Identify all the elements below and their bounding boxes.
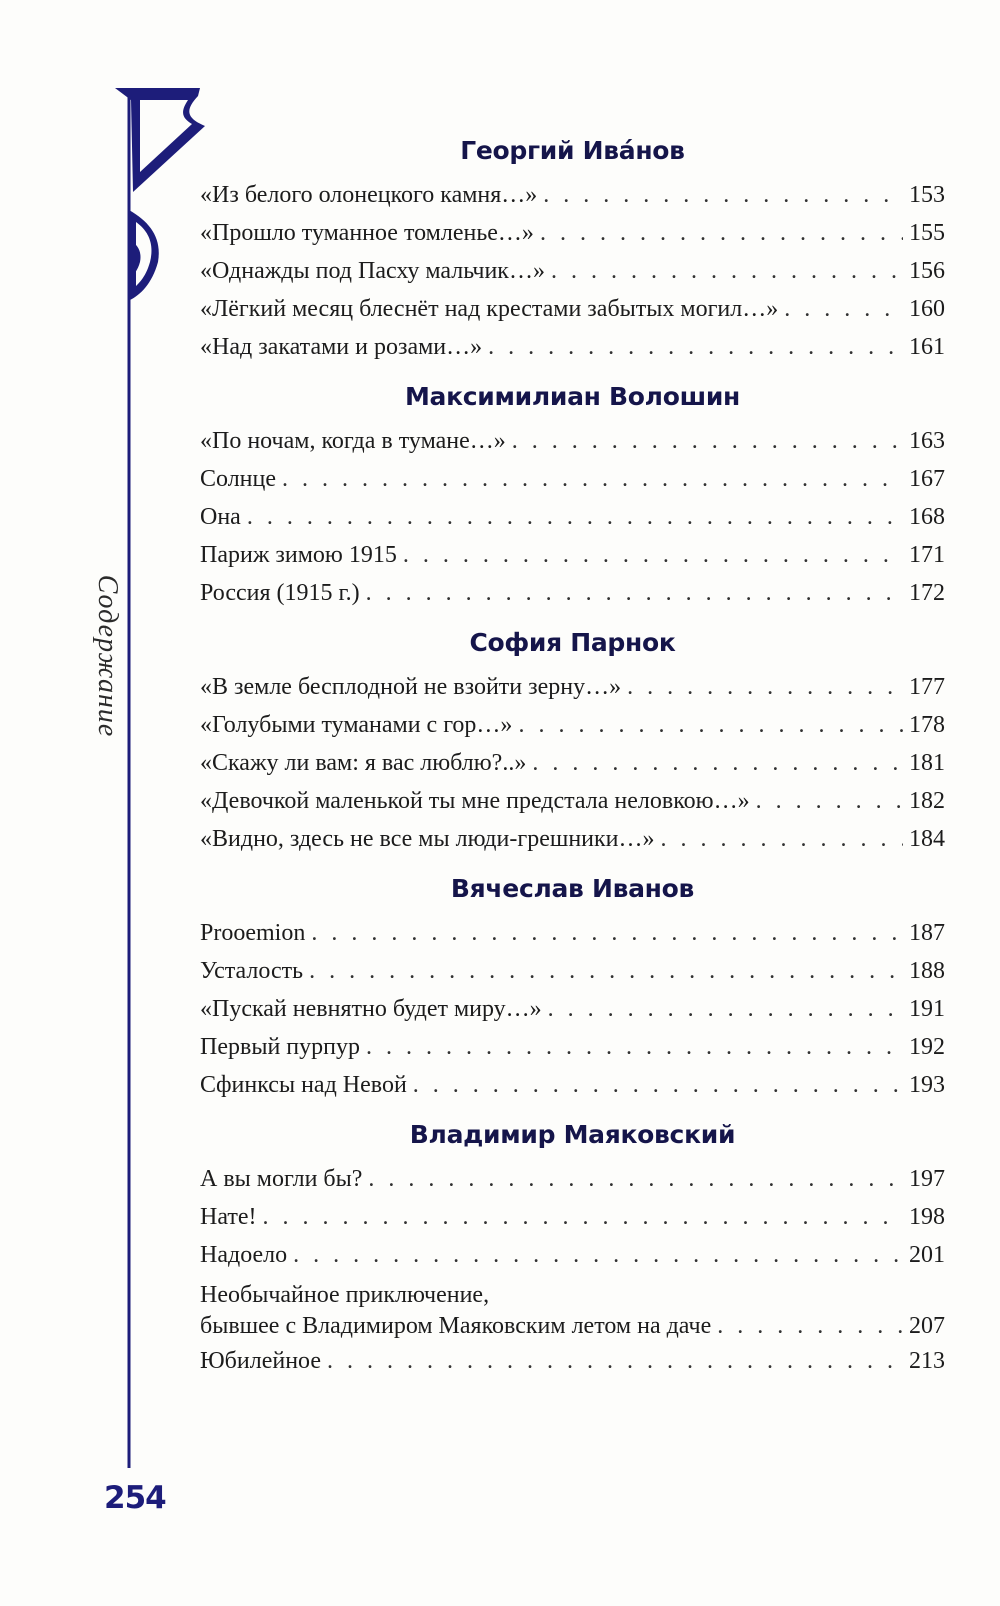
toc-entry[interactable] xyxy=(200,498,945,536)
dot-leader xyxy=(512,422,903,460)
toc-entry[interactable] xyxy=(200,460,945,498)
dot-leader xyxy=(368,1160,903,1198)
dot-leader xyxy=(311,914,903,952)
dot-leader xyxy=(413,1066,903,1104)
table-of-contents xyxy=(200,126,945,1380)
entry-page: 193 xyxy=(909,1072,945,1098)
entry-page: 168 xyxy=(909,504,945,530)
dot-leader xyxy=(309,952,903,990)
entry-page: 161 xyxy=(909,334,945,360)
entry-title: «Однажды под Пасху мальчик…» xyxy=(200,258,545,284)
toc-entry[interactable] xyxy=(200,744,945,782)
toc-section xyxy=(200,618,945,858)
entry-page: 171 xyxy=(909,542,945,568)
entry-title: «Видно, здесь не все мы люди-грешники…» xyxy=(200,826,655,852)
entry-title: «Пускай невнятно будет миру…» xyxy=(200,996,542,1022)
entry-page: 163 xyxy=(909,428,945,454)
toc-entry[interactable] xyxy=(200,1028,945,1066)
entry-page: 184 xyxy=(909,826,945,852)
entry-title: «Прошло туманное томленье…» xyxy=(200,220,534,246)
dot-leader xyxy=(282,460,903,498)
toc-entry[interactable] xyxy=(200,252,945,290)
toc-entry[interactable] xyxy=(200,176,945,214)
entry-page: 207 xyxy=(909,1313,945,1339)
toc-section xyxy=(200,126,945,366)
toc-entry[interactable] xyxy=(200,1274,945,1342)
entry-title: Сфинксы над Невой xyxy=(200,1072,407,1098)
entry-title: «В земле бесплодной не взойти зерну…» xyxy=(200,674,622,700)
entry-page: 191 xyxy=(909,996,945,1022)
entry-page: 155 xyxy=(909,220,945,246)
toc-entry[interactable] xyxy=(200,820,945,858)
entry-title: «Над закатами и розами…» xyxy=(200,334,483,360)
entry-title: А вы могли бы? xyxy=(200,1166,363,1192)
toc-entry[interactable] xyxy=(200,1066,945,1104)
entry-page: 177 xyxy=(909,674,945,700)
dot-leader xyxy=(488,328,903,366)
entry-page: 153 xyxy=(909,182,945,208)
dot-leader xyxy=(366,1028,903,1066)
toc-entry[interactable] xyxy=(200,422,945,460)
toc-entry[interactable] xyxy=(200,214,945,252)
author-heading: Владимир Маяковский xyxy=(409,1120,736,1149)
entry-title: «Лёгкий месяц блеснёт над крестами забытых могил…» xyxy=(200,296,779,322)
author-heading: София Парнок xyxy=(469,628,676,657)
decorative-vertical-ornament xyxy=(0,0,220,1500)
entry-title: Первый пурпур xyxy=(200,1034,360,1060)
toc-entry[interactable] xyxy=(200,782,945,820)
toc-section xyxy=(200,864,945,1104)
toc-entry[interactable] xyxy=(200,536,945,574)
entry-page: 187 xyxy=(909,920,945,946)
entry-title: Солнце xyxy=(200,466,277,492)
toc-entry[interactable] xyxy=(200,914,945,952)
entry-title: Надоело xyxy=(200,1242,288,1268)
dot-leader xyxy=(518,706,903,744)
entry-title: «По ночам, когда в тумане…» xyxy=(200,428,506,454)
entry-title: Россия (1915 г.) xyxy=(200,580,360,606)
entry-page: 192 xyxy=(909,1034,945,1060)
toc-entry[interactable] xyxy=(200,574,945,612)
dot-leader xyxy=(784,290,903,328)
entry-page: 182 xyxy=(909,788,945,814)
side-section-title: Содержание xyxy=(92,574,123,738)
entry-title: Она xyxy=(200,504,241,530)
dot-leader xyxy=(756,782,903,820)
dot-leader xyxy=(293,1236,903,1274)
entry-title: «Голубыми туманами с гор…» xyxy=(200,712,513,738)
toc-entry[interactable] xyxy=(200,1342,945,1380)
dot-leader xyxy=(551,252,903,290)
author-heading: Вячеслав Иванов xyxy=(450,874,695,903)
entry-title: Париж зимою 1915 xyxy=(200,542,397,568)
dot-leader xyxy=(627,668,903,706)
entry-page: 181 xyxy=(909,750,945,776)
toc-entry[interactable] xyxy=(200,1160,945,1198)
toc-entry[interactable] xyxy=(200,952,945,990)
entry-title: Юбилейное xyxy=(200,1348,321,1374)
dot-leader xyxy=(366,574,903,612)
toc-entry[interactable] xyxy=(200,1198,945,1236)
entry-page: 213 xyxy=(909,1348,945,1374)
toc-section xyxy=(200,1110,945,1380)
author-heading: Георгий Ива́нов xyxy=(460,136,685,165)
toc-section xyxy=(200,372,945,612)
toc-entry[interactable] xyxy=(200,1236,945,1274)
toc-entry[interactable] xyxy=(200,668,945,706)
page-number: 254 xyxy=(104,1480,166,1516)
entry-title: Усталость xyxy=(200,958,304,984)
dot-leader xyxy=(540,214,903,252)
entry-title: «Из белого олонецкого камня…» xyxy=(200,182,538,208)
entry-title: «Девочкой маленькой ты мне предстала неловкою…» xyxy=(200,788,750,814)
entry-title: Нате! xyxy=(200,1204,257,1230)
entry-title: Необычайное приключение, бывшее с Владимиром Маяковским летом на даче xyxy=(200,1282,712,1339)
toc-entry[interactable] xyxy=(200,706,945,744)
toc-entry[interactable] xyxy=(200,290,945,328)
entry-page: 167 xyxy=(909,466,945,492)
toc-entry[interactable] xyxy=(200,990,945,1028)
entry-title: Prooemion xyxy=(200,920,306,946)
entry-page: 198 xyxy=(909,1204,945,1230)
entry-page: 172 xyxy=(909,580,945,606)
dot-leader xyxy=(327,1342,903,1380)
dot-leader xyxy=(403,536,903,574)
entry-page: 201 xyxy=(909,1242,945,1268)
dot-leader xyxy=(661,820,903,858)
dot-leader xyxy=(548,990,903,1028)
dot-leader xyxy=(543,176,903,214)
entry-page: 188 xyxy=(909,958,945,984)
author-heading: Максимилиан Волошин xyxy=(404,382,741,411)
dot-leader xyxy=(247,498,903,536)
entry-page: 156 xyxy=(909,258,945,284)
toc-entry[interactable] xyxy=(200,328,945,366)
entry-page: 197 xyxy=(909,1166,945,1192)
entry-page: 178 xyxy=(909,712,945,738)
entry-page: 160 xyxy=(909,296,945,322)
entry-title: «Скажу ли вам: я вас люблю?..» xyxy=(200,750,527,776)
dot-leader xyxy=(532,744,903,782)
dot-leader xyxy=(717,1311,903,1342)
dot-leader xyxy=(263,1198,904,1236)
